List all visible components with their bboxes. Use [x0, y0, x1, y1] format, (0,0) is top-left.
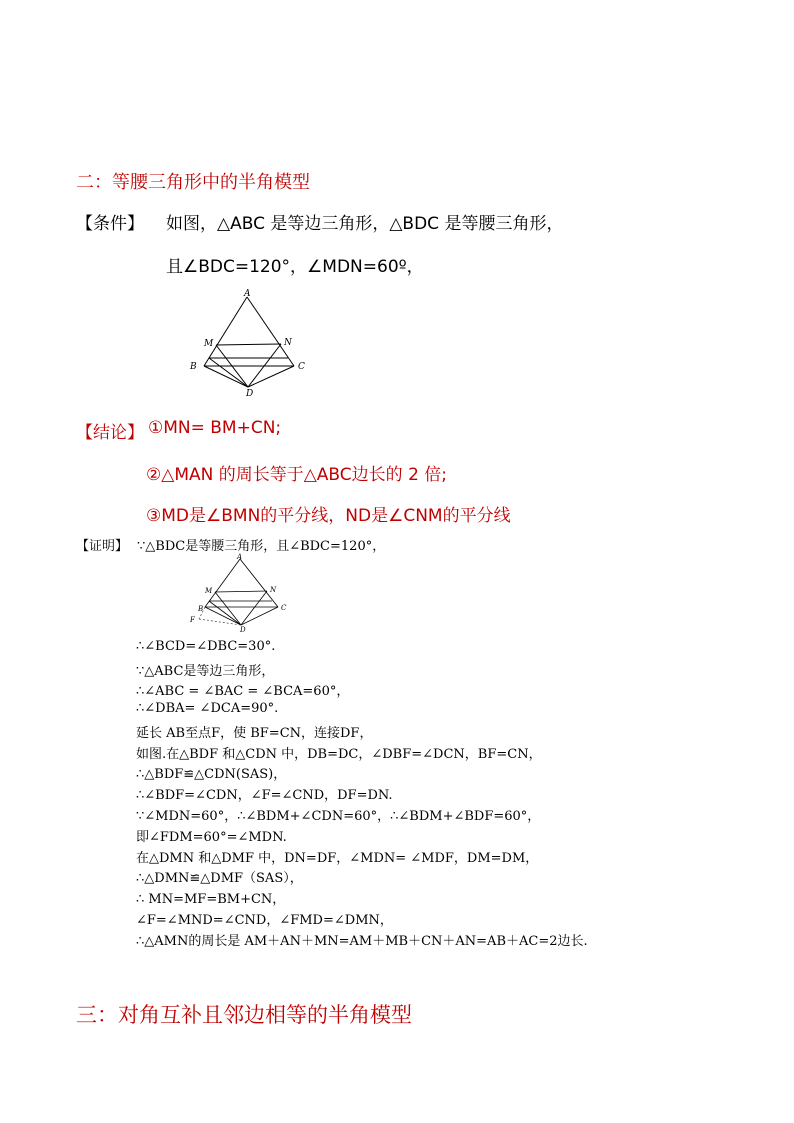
- fig2-label-b: B: [198, 605, 204, 613]
- proof-line-13: ∴ MN=MF=BM+CN，: [136, 892, 286, 907]
- condition-tag: 【条件】: [76, 214, 144, 234]
- fig2-label-a: A: [237, 553, 243, 561]
- section3-title: 三：对角互补且邻边相等的半角模型: [76, 1003, 412, 1027]
- fig1-label-b: B: [190, 362, 197, 372]
- conclusion-item-1: ①MN= BM+CN;: [148, 418, 282, 438]
- conclusion-tag: 【结论】: [76, 423, 144, 443]
- proof-line-5: 延长 AB至点F，使 BF=CN，连接DF，: [136, 726, 373, 741]
- condition-line2: 且∠BDC=120°，∠MDN=60º，: [166, 257, 424, 277]
- proof-line-3: ∴∠ABC = ∠BAC = ∠BCA=60°，: [136, 684, 350, 699]
- fig2-label-n: N: [270, 586, 277, 594]
- proof-line-14: ∠F=∠MND=∠CND，∠FMD=∠DMN，: [136, 913, 393, 928]
- proof-line-2: ∵△ABC是等边三角形，: [136, 664, 275, 679]
- fig1-label-m: M: [204, 339, 214, 349]
- fig2-label-f: F: [190, 616, 195, 624]
- proof-line-9: ∵∠MDN=60°，∴∠BDM+∠CDN=60°，∴∠BDM+∠BDF=60°，: [136, 809, 541, 824]
- section2-title: 二：等腰三角形中的半角模型: [76, 172, 310, 193]
- fig1-label-d: D: [246, 389, 254, 399]
- proof-line-4: ∴∠DBA= ∠DCA=90°.: [136, 701, 279, 716]
- fig2-label-c: C: [281, 604, 287, 612]
- proof-line-10: 即∠FDM=60°=∠MDN.: [136, 830, 287, 845]
- proof-line-11: 在△DMN 和△DMF 中，DN=DF，∠MDN= ∠MDF，DM=DM，: [136, 851, 539, 866]
- proof-line-12: ∴△DMN≌△DMF（SAS），: [136, 871, 303, 886]
- fig2-label-m: M: [205, 587, 213, 595]
- conclusion-item-3: ③MD是∠BMN的平分线，ND是∠CNM的平分线: [146, 506, 511, 526]
- proof-line-8: ∴∠BDF=∠CDN，∠F=∠CND，DF=DN.: [136, 788, 393, 803]
- proof-tag: 【证明】: [76, 539, 129, 554]
- fig1-label-c: C: [298, 362, 305, 372]
- figure1-diagram: [180, 288, 320, 400]
- proof-line-15: ∴△AMN的周长是 AM＋AN＋MN=AM＋MB＋CN＋AN=AB＋AC=2边长.: [136, 934, 588, 949]
- fig1-label-n: N: [284, 338, 292, 348]
- condition-line1: 如图，△ABC 是等边三角形，△BDC 是等腰三角形，: [166, 214, 564, 234]
- fig2-label-d: D: [240, 626, 246, 634]
- proof-first-line: ∵△BDC是等腰三角形，且∠BDC=120°，: [137, 539, 386, 554]
- conclusion-item-2: ②△MAN 的周长等于△ABC边长的 2 倍;: [146, 465, 448, 485]
- proof-line-6: 如图.在△BDF 和△CDN 中，DB=DC，∠DBF=∠DCN，BF=CN，: [136, 747, 542, 762]
- proof-line-1: ∴∠BCD=∠DBC=30°.: [136, 639, 276, 654]
- proof-line-7: ∴△BDF≌△CDN(SAS)，: [136, 767, 287, 782]
- fig1-label-a: A: [244, 289, 251, 299]
- figure2-diagram: [186, 552, 296, 636]
